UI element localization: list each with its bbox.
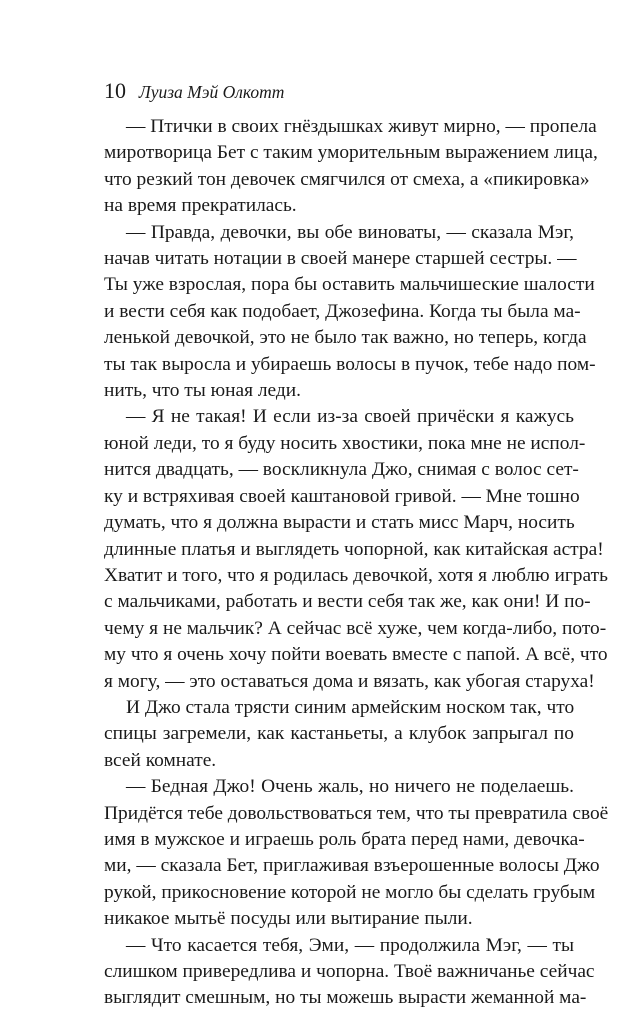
text-line: и вести себя как подобает, Джозефина. Когда ты была ма- [104,300,581,322]
paragraph [104,220,596,405]
text-line: му что я очень хочу пойти воевать вместе с папой. А всё, что [104,644,608,666]
text-line: Ты уже взрослая, пора бы оставить мальчишеские шалости [104,274,595,296]
text-line: длинные платья и выглядеть чопорной, как китайская астра! [104,538,604,560]
text-line: рукой, прикосновение которой не могло бы сделать грубым [104,881,596,903]
paragraph [104,695,574,774]
text-line: Придётся тебе довольствоваться тем, что ты превратила своё [104,802,609,824]
text-line: — Правда, девочки, вы обе виноваты, — сказала Мэг, [126,221,574,243]
page-number: 10 [104,78,126,103]
text-line: нится двадцать, — воскликнула Джо, снимая с волос сет- [104,459,579,481]
text-line: имя в мужское и играешь роль брата перед нами, девочка- [104,828,585,850]
text-line: выглядит смешным, но ты можешь вырасти жеманной ма- [104,987,587,1009]
text-line: начав читать нотации в своей манере старшей сестры. — [104,248,577,270]
paragraph [104,774,609,932]
text-line: миротворица Бет с таким уморительным выражением лица, [104,142,598,164]
paragraph [104,404,608,694]
text-line: И Джо стала трясти синим армейским носком так, что [126,696,575,718]
text-line: слишком привередлива и чопорна. Твоё важничанье сейчас [104,961,595,982]
text-line: Хватит и того, что я родилась девочкой, хотя я люблю играть [104,564,608,586]
text-line: — Что касается тебя, Эми, — продолжила Мэг, — ты [126,934,574,956]
text-line: ленькой девочкой, это не было так важно, но теперь, когда [104,327,587,349]
text-line: с мальчиками, работать и вести себя так же, как они! И по- [104,591,591,613]
text-line: думать, что я должна вырасти и стать мисс Марч, носить [104,512,575,534]
text-line: ты так выросла и убираешь волосы в пучок, тебе надо пом- [104,353,596,375]
text-line: юной леди, то я буду носить хвостики, пока мне не испол- [104,432,586,454]
text-line: что резкий тон девочек смягчился от смеха, а «пикировка» [104,168,590,190]
text-line: — Птички в своих гнёздышках живут мирно, — пропела [126,116,597,137]
body-text [104,114,609,1012]
book-page [104,78,609,1012]
text-line: нить, что ты юная леди. [104,380,301,402]
running-head [104,78,574,110]
text-line: на время прекратилась. [104,195,297,217]
paragraph [104,114,598,220]
text-line: спицы загремели, как кастаньеты, а клубок запрыгал по [104,723,574,745]
text-line: всей комнате. [104,749,217,771]
text-line: ку и встряхивая своей каштановой гривой. — Мне тошно [104,485,580,507]
text-line: я могу, — это оставаться дома и вязать, как убогая старуха! [104,670,595,692]
text-line: — Бедная Джо! Очень жаль, но ничего не поделаешь. [126,776,574,798]
running-head-author: Луиза Мэй Олкотт [138,82,285,102]
text-line: чему я не мальчик? А сейчас всё хуже, чем когда-либо, пото- [104,617,607,639]
text-line: ми, — сказала Бет, приглаживая взъерошенные волосы Джо [104,855,600,877]
text-line: — Я не такая! И если из-за своей причёски я кажусь [126,406,574,428]
text-line: никакое мытьё посуды или вытирание пыли. [104,908,473,930]
